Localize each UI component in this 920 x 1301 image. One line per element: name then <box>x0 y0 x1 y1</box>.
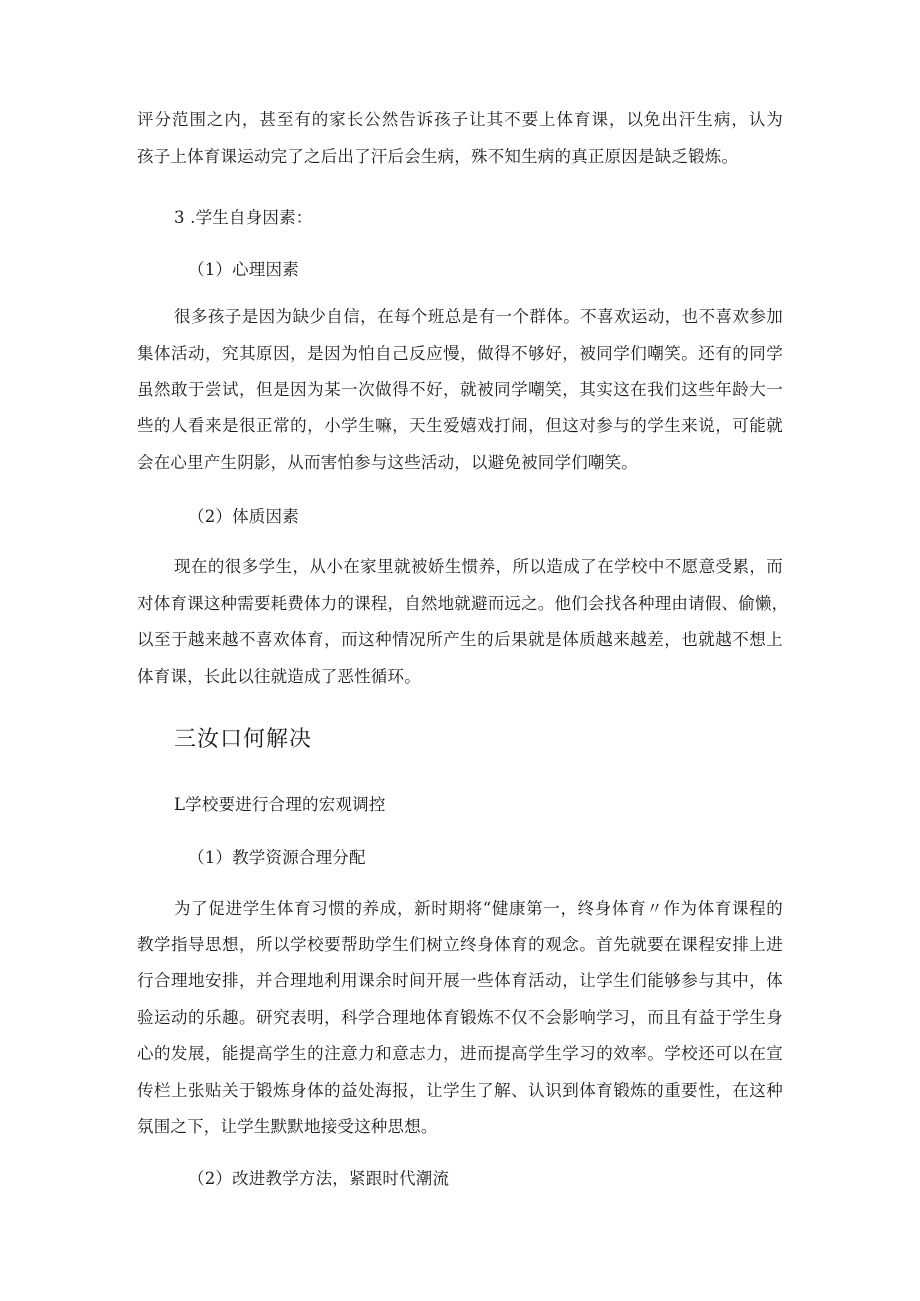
paragraph-line: 些的人看来是很正常的，小学生嘛，天生爱嬉戏打闹，但这对参与的学生来说，可能就 <box>137 416 783 435</box>
paragraph-line: 孩子上体育课运动完了之后出了汗后会生病，殊不知生病的真正原因是缺乏锻炼。 <box>137 147 739 166</box>
paragraph-line: 传栏上张贴关于锻炼身体的益处海报，让学生了解、认识到体育锻炼的重要性，在这种 <box>137 1081 783 1100</box>
paragraph-line: 行合理地安排，并合理地利用课余时间开展一些体育活动，让学生们能够参与其中，体 <box>137 971 783 990</box>
paragraph-line: 虽然敢于尝试，但是因为某一次做得不好，就被同学嘲笑，其实这在我们这些年龄大一 <box>137 380 783 399</box>
paragraph-line: 为了促进学生体育习惯的养成，新时期将“健康第一，终身体育〃作为体育课程的 <box>174 899 783 918</box>
paragraph-line: 体育课，长此以往就造成了恶性循环。 <box>137 667 421 686</box>
subsection-heading: （2）改进教学方法，紧跟时代潮流 <box>188 1169 450 1188</box>
paragraph-line: 评分范围之内，甚至有的家长公然告诉孩子让其不要上体育课，以免出汗生病，认为 <box>137 110 783 129</box>
paragraph-line: 以至于越来越不喜欢体育，而这种情况所产生的后果就是体质越来越差，也就越不想上 <box>137 630 783 649</box>
paragraph-line: 对体育课这种需要耗费体力的课程，自然地就避而远之。他们会找各种理由请假、偷懒， <box>137 594 789 613</box>
paragraph-line: 集体活动，究其原因，是因为怕自己反应慢，做得不够好，被同学们嘲笑。还有的同学 <box>137 344 783 363</box>
paragraph-line: 很多孩子是因为缺少自信，在每个班总是有一个群体。不喜欢运动，也不喜欢参加 <box>174 307 783 326</box>
paragraph-line: 验运动的乐趣。研究表明，科学合理地体育锻炼不仅不会影响学习，而且有益于学生身 <box>137 1008 783 1027</box>
section-heading: L学校要进行合理的宏观调控 <box>174 795 386 814</box>
paragraph-line: 氛围之下，让学生默默地接受这种思想。 <box>137 1117 438 1136</box>
paragraph-line: 心的发展，能提高学生的注意力和意志力，进而提高学生学习的效率。学校还可以在宣 <box>137 1044 783 1063</box>
paragraph-line: 会在心里产生阴影，从而害怕参与这些活动，以避免被同学们嘲笑。 <box>137 453 638 472</box>
paragraph-line: 教学指导思想，所以学校要帮助学生们树立终身体育的观念。首先就要在课程安排上进 <box>137 935 783 954</box>
subsection-heading: （1）教学资源合理分配 <box>188 848 366 867</box>
paragraph-line: 现在的很多学生，从小在家里就被娇生惯养，所以造成了在学校中不愿意受累，而 <box>174 557 783 576</box>
section-heading: 3 .学生自身因素： <box>174 208 313 227</box>
subsection-heading: （2）体质因素 <box>188 507 299 526</box>
subsection-heading: （1）心理因素 <box>188 260 299 279</box>
chapter-heading: 三汝口何解决 <box>174 727 313 752</box>
